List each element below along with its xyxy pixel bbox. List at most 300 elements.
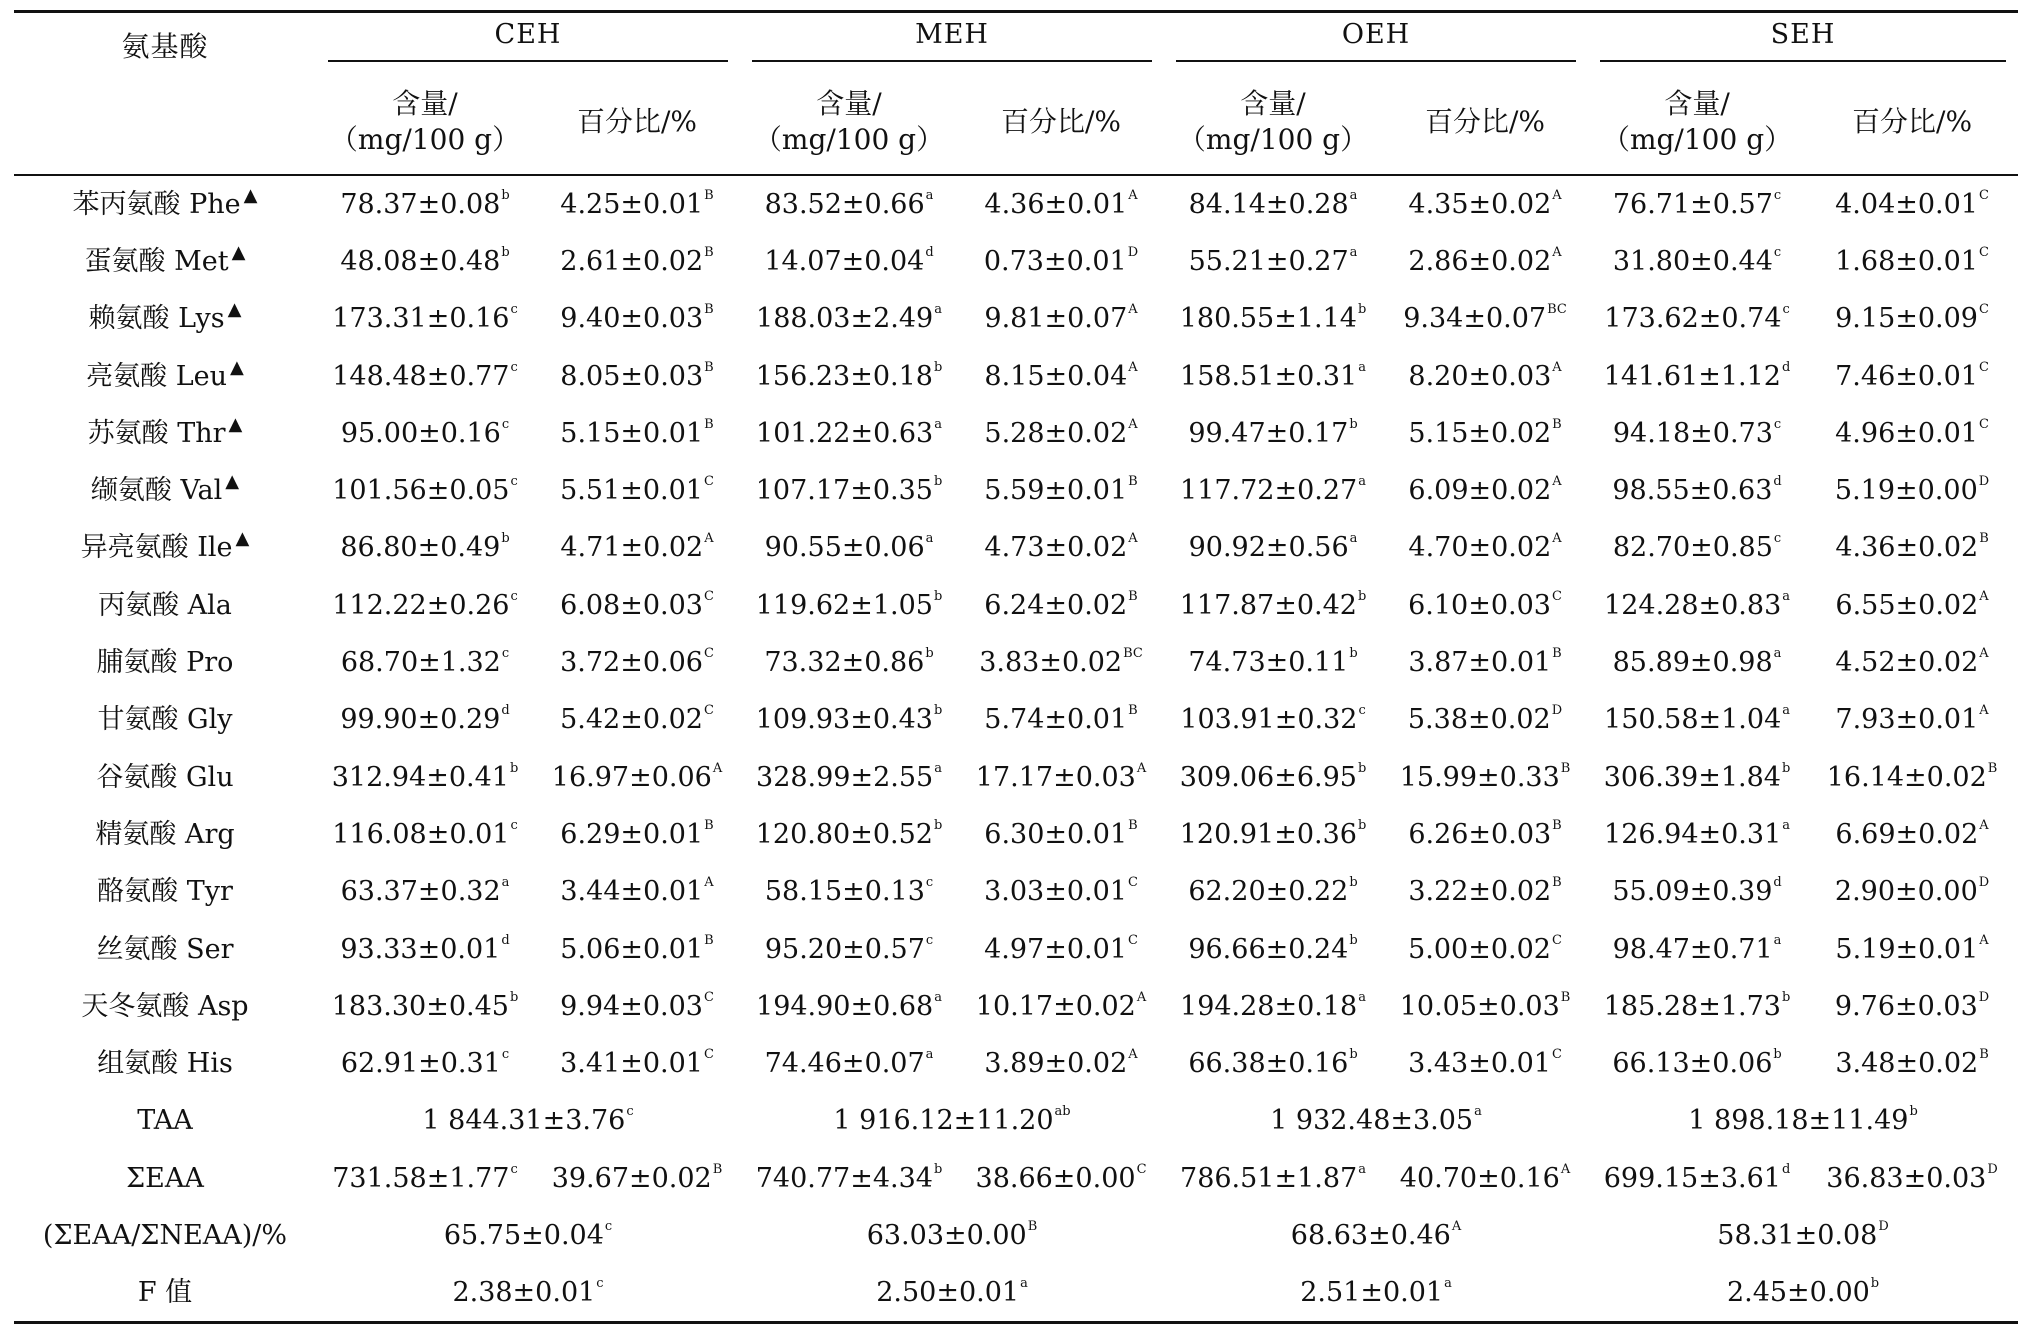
amino-acid-name: 丙氨酸 Ala [98, 589, 232, 621]
group-header-ceh: CEH [316, 12, 740, 70]
significance-letter: c [596, 1276, 604, 1292]
content-cell-seh: 55.09±0.39$^d$ [1612, 875, 1782, 908]
content-cell-ceh: 112.22±0.26$^c$ [332, 588, 518, 621]
percent-cell-seh: $4.96\pm 0.01^C$ [1835, 416, 1989, 449]
significance-letter: b [933, 817, 943, 833]
summary-row [14, 1207, 2018, 1264]
significance-letter: C [1551, 588, 1562, 604]
significance-letter: B [1552, 416, 1562, 432]
content-cell-oeh: 96.66±0.24$^b$ [1188, 932, 1358, 965]
content-cell-seh: 124.28±0.83$^a$ [1604, 588, 1791, 621]
significance-letter: a [925, 531, 934, 547]
summary-cell-ceh: 65.75±0.04$^c$ [443, 1218, 613, 1251]
significance-letter: A [1136, 989, 1147, 1005]
significance-letter: A [704, 875, 714, 891]
table-row [14, 691, 2018, 748]
significance-letter: C [1127, 932, 1138, 948]
table-row [14, 863, 2018, 920]
significance-letter: A [1552, 474, 1562, 490]
significance-letter: b [1357, 302, 1367, 318]
percent-cell-meh: $4.36\pm 0.01^A$ [984, 187, 1138, 220]
significance-letter: C [1551, 1047, 1562, 1063]
content-cell-ceh: 68.70±1.32$^c$ [340, 646, 510, 679]
content-header: 含量/ （mg/100 g） [316, 70, 534, 175]
significance-letter: C [1127, 875, 1138, 891]
significance-letter: A [1560, 1161, 1571, 1177]
significance-letter: A [1979, 646, 1989, 662]
percent-cell-ceh: $3.44\pm 0.01^A$ [560, 875, 714, 908]
significance-letter: D [1978, 474, 1990, 490]
content-header: 含量/ （mg/100 g） [740, 70, 958, 175]
content-cell-oeh: 62.20±0.22$^b$ [1188, 875, 1358, 908]
significance-letter: A [1128, 531, 1138, 547]
percent-cell-ceh: $9.94\pm 0.03^C$ [560, 989, 714, 1022]
percent-cell-ceh: $16.97\pm 0.06^A$ [551, 760, 723, 793]
essential-marker: ▲ [243, 184, 258, 206]
header-row-groups [14, 12, 2018, 70]
significance-letter: C [703, 474, 714, 490]
table-body [14, 175, 2018, 1323]
significance-letter: A [1979, 588, 1989, 604]
significance-letter: B [1560, 760, 1571, 776]
significance-letter: c [510, 1161, 518, 1177]
significance-letter: C [1978, 302, 1989, 318]
significance-letter: c [510, 817, 518, 833]
significance-letter: d [1781, 359, 1791, 375]
percent-cell-seh: $6.69\pm 0.02^A$ [1835, 817, 1989, 850]
percent-cell-oeh: $6.09\pm 0.02^A$ [1408, 474, 1562, 507]
content-cell-oeh: 103.91±0.32$^c$ [1180, 703, 1366, 736]
content-cell-ceh: 101.56±0.05$^c$ [332, 474, 518, 507]
significance-letter: c [1773, 416, 1782, 432]
significance-letter: c [604, 1218, 613, 1234]
table-row [14, 347, 2018, 404]
significance-letter: b [509, 989, 519, 1005]
content-cell-ceh: 95.00±0.16$^c$ [340, 416, 510, 449]
significance-letter: b [933, 474, 943, 490]
significance-letter: B [1987, 760, 1998, 776]
significance-letter: B [704, 244, 714, 260]
significance-letter: a [1349, 531, 1358, 547]
significance-letter: D [1551, 703, 1563, 719]
amino-acid-name: 异亮氨酸 Ile ▲ [80, 528, 250, 564]
significance-letter: B [704, 932, 714, 948]
significance-letter: C [1978, 416, 1989, 432]
significance-letter: b [933, 588, 943, 604]
summary-label: (ΣEAA/ΣNEAA)/% [42, 1219, 288, 1251]
significance-letter: B [1979, 1047, 1989, 1063]
significance-letter: B [704, 817, 714, 833]
content-cell-seh: 85.89±0.98$^a$ [1612, 646, 1782, 679]
significance-letter: c [501, 416, 510, 432]
content-cell-seh: 126.94±0.31$^a$ [1604, 817, 1791, 850]
content-cell-oeh: 786.51±1.87$^a$ [1180, 1161, 1366, 1194]
significance-letter: a [1358, 474, 1366, 490]
significance-letter: b [1357, 817, 1367, 833]
content-cell-oeh: 74.73±0.11$^b$ [1188, 646, 1358, 679]
summary-cell-oeh: 2.51±0.01$^a$ [1164, 1264, 1588, 1323]
percent-cell-seh: $5.19\pm 0.01^A$ [1835, 932, 1989, 965]
significance-letter: D [1878, 1218, 1889, 1234]
significance-letter: A [1552, 359, 1562, 375]
content-cell-meh: 95.20±0.57$^c$ [764, 932, 934, 965]
percent-cell-ceh: $4.71\pm 0.02^A$ [560, 531, 714, 564]
percent-cell-oeh: $40.70\pm 0.16^A$ [1399, 1161, 1571, 1194]
percent-cell-ceh: $2.61\pm 0.02^B$ [560, 244, 714, 277]
table-row [14, 577, 2018, 634]
percent-cell-seh: $7.46\pm 0.01^C$ [1835, 359, 1989, 392]
content-cell-seh: 699.15±3.61$^d$ [1603, 1161, 1791, 1194]
percent-cell-oeh: $10.05\pm 0.03^B$ [1399, 989, 1571, 1022]
significance-letter: a [934, 302, 942, 318]
significance-letter: A [1128, 416, 1138, 432]
table-row [14, 806, 2018, 863]
significance-letter: b [1909, 1104, 1918, 1120]
table-row [14, 1035, 2018, 1092]
content-cell-oeh: 180.55±1.14$^b$ [1179, 302, 1367, 335]
percent-cell-ceh: $39.67\pm 0.02^B$ [551, 1161, 723, 1194]
content-cell-ceh: 86.80±0.49$^b$ [340, 531, 510, 564]
amino-acid-name: 甘氨酸 Gly [97, 704, 233, 736]
significance-letter: c [626, 1104, 634, 1120]
summary-cell-oeh: $68.63\pm 0.46^A$ [1290, 1218, 1462, 1251]
significance-letter: a [501, 875, 510, 891]
content-cell-ceh: 78.37±0.08$^b$ [340, 187, 510, 220]
amino-acid-name: 丝氨酸 Ser [96, 933, 234, 965]
significance-letter: D [1978, 989, 1990, 1005]
significance-letter: a [934, 760, 942, 776]
significance-letter: c [1782, 302, 1790, 318]
significance-letter: a [1358, 359, 1366, 375]
content-cell-ceh: 99.90±0.29$^d$ [340, 703, 510, 736]
table-row [14, 233, 2018, 290]
content-cell-meh: 119.62±1.05$^b$ [755, 588, 943, 621]
content-cell-ceh: 148.48±0.77$^c$ [332, 359, 518, 392]
significance-letter: a [1773, 646, 1782, 662]
significance-letter: B [1979, 531, 1989, 547]
percent-cell-oeh: $2.86\pm 0.02^A$ [1408, 244, 1562, 277]
percent-header: 百分比/% [1806, 70, 2018, 175]
percent-cell-seh: $7.93\pm 0.01^A$ [1835, 703, 1989, 736]
content-cell-ceh: 93.33±0.01$^d$ [340, 932, 510, 965]
significance-letter: a [1782, 703, 1791, 719]
content-cell-seh: 66.13±0.06$^b$ [1612, 1047, 1782, 1080]
content-cell-oeh: 99.47±0.17$^b$ [1188, 416, 1358, 449]
percent-cell-ceh: $3.72\pm 0.06^C$ [560, 646, 714, 679]
content-cell-meh: 73.32±0.86$^b$ [764, 646, 934, 679]
significance-letter: C [703, 703, 714, 719]
significance-letter: b [1349, 646, 1358, 662]
significance-letter: C [703, 989, 714, 1005]
summary-cell-meh: 2.50±0.01$^a$ [740, 1264, 1164, 1323]
amino-acid-name: 谷氨酸 Glu [96, 761, 234, 793]
significance-letter: b [1870, 1276, 1880, 1292]
percent-cell-seh: $1.68\pm 0.01^C$ [1835, 244, 1989, 277]
content-cell-oeh: 158.51±0.31$^a$ [1180, 359, 1366, 392]
table-row [14, 175, 2018, 233]
content-cell-meh: 107.17±0.35$^b$ [755, 474, 943, 507]
significance-letter: A [1136, 760, 1147, 776]
significance-letter: B [704, 302, 714, 318]
significance-letter: C [1551, 932, 1562, 948]
percent-cell-oeh: $9.34\pm 0.07^{BC}$ [1403, 302, 1567, 335]
percent-cell-meh: $6.30\pm 0.01^B$ [984, 817, 1138, 850]
significance-letter: C [1978, 244, 1989, 260]
percent-cell-oeh: $5.00\pm 0.02^C$ [1408, 932, 1562, 965]
significance-letter: c [501, 646, 510, 662]
significance-letter: A [712, 760, 723, 776]
content-cell-meh: 101.22±0.63$^a$ [756, 416, 942, 449]
summary-cell-meh: 1 916.12±11.20$^{ab}$ [833, 1104, 1071, 1137]
significance-letter: b [1349, 875, 1358, 891]
summary-cell-seh: $58.31\pm 0.08^D$ [1717, 1218, 1889, 1251]
content-cell-oeh: 90.92±0.56$^a$ [1188, 531, 1358, 564]
significance-letter: c [1358, 703, 1366, 719]
percent-cell-ceh: $3.41\pm 0.01^C$ [560, 1047, 714, 1080]
summary-row [14, 1092, 2018, 1149]
percent-cell-ceh: $5.51\pm 0.01^C$ [560, 474, 714, 507]
significance-letter: c [510, 302, 518, 318]
content-cell-oeh: 194.28±0.18$^a$ [1180, 989, 1366, 1022]
essential-marker: ▲ [235, 528, 250, 550]
content-cell-ceh: 116.08±0.01$^c$ [332, 817, 518, 850]
significance-letter: A [1552, 531, 1562, 547]
significance-letter: A [1128, 302, 1138, 318]
significance-letter: B [1552, 646, 1562, 662]
percent-cell-meh: $5.28\pm 0.02^A$ [984, 416, 1138, 449]
significance-letter: A [1128, 359, 1138, 375]
table-row [14, 290, 2018, 347]
percent-cell-meh: $0.73\pm 0.01^D$ [983, 244, 1139, 277]
summary-cell-seh: 1 898.18±11.49$^b$ [1688, 1104, 1918, 1137]
significance-letter: c [1773, 244, 1782, 260]
amino-acid-name: 组氨酸 His [97, 1048, 233, 1080]
summary-row [14, 1150, 2018, 1207]
percent-cell-oeh: $15.99\pm 0.33^B$ [1399, 760, 1571, 793]
significance-letter: C [1978, 187, 1989, 203]
significance-letter: A [1979, 703, 1989, 719]
table-row [14, 634, 2018, 691]
amino-acid-name: 苯丙氨酸 Phe ▲ [72, 184, 258, 220]
significance-letter: b [1349, 932, 1358, 948]
percent-cell-meh: $4.73\pm 0.02^A$ [984, 531, 1138, 564]
significance-letter: B [1552, 817, 1562, 833]
percent-cell-seh: $4.04\pm 0.01^C$ [1835, 187, 1989, 220]
content-cell-meh: 120.80±0.52$^b$ [755, 817, 943, 850]
significance-letter: d [1781, 1161, 1791, 1177]
content-cell-meh: 188.03±2.49$^a$ [756, 302, 942, 335]
significance-letter: a [1358, 1161, 1366, 1177]
content-cell-meh: 194.90±0.68$^a$ [756, 989, 942, 1022]
percent-cell-meh: $9.81\pm 0.07^A$ [984, 302, 1138, 335]
significance-letter: b [1349, 1047, 1358, 1063]
percent-cell-oeh: $5.15\pm 0.02^B$ [1408, 416, 1562, 449]
significance-letter: A [1552, 244, 1562, 260]
significance-letter: b [1357, 760, 1367, 776]
percent-header: 百分比/% [534, 70, 740, 175]
significance-letter: B [1560, 989, 1571, 1005]
significance-letter: a [1444, 1276, 1452, 1292]
significance-letter: d [1773, 474, 1782, 490]
content-cell-ceh: 731.58±1.77$^c$ [332, 1161, 518, 1194]
significance-letter: a [1349, 187, 1358, 203]
content-cell-meh: 83.52±0.66$^a$ [764, 187, 934, 220]
significance-letter: b [933, 703, 943, 719]
significance-letter: B [704, 416, 714, 432]
significance-letter: a [934, 989, 942, 1005]
significance-letter: b [933, 1161, 943, 1177]
content-cell-meh: 109.93±0.43$^b$ [755, 703, 943, 736]
significance-letter: C [1978, 359, 1989, 375]
significance-letter: C [703, 1047, 714, 1063]
summary-label: F 值 [14, 1264, 316, 1323]
percent-cell-oeh: $8.20\pm 0.03^A$ [1408, 359, 1562, 392]
percent-cell-meh: $10.17\pm 0.02^A$ [975, 989, 1147, 1022]
content-cell-seh: 94.18±0.73$^c$ [1612, 416, 1782, 449]
percent-cell-seh: $9.15\pm 0.09^C$ [1835, 302, 1989, 335]
summary-cell-ceh: 1 844.31±3.76$^c$ [422, 1104, 634, 1137]
content-cell-meh: 58.15±0.13$^c$ [764, 875, 934, 908]
content-cell-meh: 14.07±0.04$^d$ [764, 244, 934, 277]
significance-letter: c [925, 875, 934, 891]
content-cell-seh: 31.80±0.44$^c$ [1612, 244, 1782, 277]
significance-letter: ab [1054, 1104, 1071, 1120]
percent-cell-ceh: $9.40\pm 0.03^B$ [560, 302, 714, 335]
amino-acid-name: 精氨酸 Arg [95, 818, 235, 850]
content-cell-seh: 173.62±0.74$^c$ [1604, 302, 1790, 335]
percent-cell-ceh: $4.25\pm 0.01^B$ [560, 187, 714, 220]
significance-letter: B [1128, 474, 1138, 490]
significance-letter: c [510, 588, 518, 604]
percent-cell-meh: $5.74\pm 0.01^B$ [984, 703, 1138, 736]
amino-acid-name: 酪氨酸 Tyr [97, 876, 233, 908]
content-cell-seh: 98.47±0.71$^a$ [1612, 932, 1782, 965]
significance-letter: c [510, 474, 518, 490]
group-header-meh: MEH [740, 12, 1164, 70]
summary-cell-oeh: 1 932.48±3.05$^a$ [1270, 1104, 1482, 1137]
summary-cell-ceh: 2.38±0.01$^c$ [316, 1264, 740, 1323]
percent-cell-oeh: $3.43\pm 0.01^C$ [1408, 1047, 1562, 1080]
summary-cell-seh: 2.45±0.00$^b$ [1588, 1264, 2018, 1323]
percent-cell-seh: $2.90\pm 0.00^D$ [1834, 875, 1990, 908]
percent-cell-seh: $4.36\pm 0.02^B$ [1835, 531, 1989, 564]
significance-letter: C [703, 588, 714, 604]
significance-letter: B [712, 1161, 723, 1177]
significance-letter: A [704, 531, 714, 547]
content-cell-seh: 150.58±1.04$^a$ [1604, 703, 1791, 736]
content-cell-ceh: 62.91±0.31$^c$ [340, 1047, 510, 1080]
significance-letter: A [1128, 1047, 1138, 1063]
amino-acid-name: 亮氨酸 Leu ▲ [86, 356, 244, 392]
percent-cell-ceh: $6.08\pm 0.03^C$ [560, 588, 714, 621]
significance-letter: D [1978, 875, 1990, 891]
group-header-oeh: OEH [1164, 12, 1588, 70]
significance-letter: C [703, 646, 714, 662]
significance-letter: b [1773, 1047, 1782, 1063]
significance-letter: b [933, 359, 943, 375]
percent-cell-ceh: $6.29\pm 0.01^B$ [560, 817, 714, 850]
amino-acid-name: 缬氨酸 Val ▲ [90, 471, 240, 507]
significance-letter: B [704, 359, 714, 375]
percent-cell-seh: $9.76\pm 0.03^D$ [1834, 989, 1990, 1022]
significance-letter: a [934, 416, 942, 432]
amino-acid-header: 氨基酸 [14, 12, 316, 175]
percent-cell-oeh: $5.38\pm 0.02^D$ [1407, 703, 1563, 736]
percent-cell-ceh: $8.05\pm 0.03^B$ [560, 359, 714, 392]
significance-letter: A [1979, 932, 1989, 948]
content-cell-oeh: 117.72±0.27$^a$ [1180, 474, 1366, 507]
content-cell-seh: 98.55±0.63$^d$ [1612, 474, 1782, 507]
percent-cell-meh: $3.03\pm 0.01^C$ [984, 875, 1138, 908]
percent-cell-meh: $3.83\pm 0.02^{BC}$ [979, 646, 1143, 679]
summary-row [14, 1264, 2018, 1323]
significance-letter: B [1128, 703, 1138, 719]
significance-letter: B [704, 187, 714, 203]
essential-marker: ▲ [228, 413, 243, 435]
percent-cell-oeh: $3.87\pm 0.01^B$ [1408, 646, 1562, 679]
significance-letter: b [501, 531, 510, 547]
content-cell-oeh: 55.21±0.27$^a$ [1188, 244, 1358, 277]
significance-letter: d [1773, 875, 1782, 891]
table-row [14, 519, 2018, 576]
significance-letter: A [1979, 817, 1989, 833]
content-cell-ceh: 183.30±0.45$^b$ [331, 989, 519, 1022]
content-cell-ceh: 312.94±0.41$^b$ [331, 760, 519, 793]
amino-acid-name: 脯氨酸 Pro [96, 647, 234, 679]
amino-acid-name: 苏氨酸 Thr ▲ [87, 413, 243, 449]
essential-marker: ▲ [230, 356, 244, 378]
essential-marker: ▲ [225, 471, 240, 493]
percent-cell-ceh: $5.42\pm 0.02^C$ [560, 703, 714, 736]
percent-cell-ceh: $5.15\pm 0.01^B$ [560, 416, 714, 449]
percent-header: 百分比/% [1382, 70, 1588, 175]
content-cell-seh: 141.61±1.12$^d$ [1603, 359, 1791, 392]
significance-letter: D [1987, 1161, 1998, 1177]
significance-letter: b [1357, 588, 1367, 604]
significance-letter: d [925, 244, 934, 260]
percent-cell-seh: $4.52\pm 0.02^A$ [1835, 646, 1989, 679]
percent-cell-oeh: $4.70\pm 0.02^A$ [1408, 531, 1562, 564]
significance-letter: d [501, 703, 510, 719]
significance-letter: b [501, 187, 510, 203]
content-cell-seh: 82.70±0.85$^c$ [1612, 531, 1782, 564]
percent-cell-meh: $17.17\pm 0.03^A$ [975, 760, 1147, 793]
content-cell-seh: 185.28±1.73$^b$ [1603, 989, 1791, 1022]
percent-cell-oeh: $4.35\pm 0.02^A$ [1408, 187, 1562, 220]
content-header: 含量/ （mg/100 g） [1588, 70, 1806, 175]
significance-letter: b [1781, 760, 1791, 776]
significance-letter: B [1128, 817, 1138, 833]
group-header-seh: SEH [1588, 12, 2018, 70]
content-cell-meh: 90.55±0.06$^a$ [764, 531, 934, 564]
percent-cell-seh: $36.83\pm 0.03^D$ [1826, 1161, 1998, 1194]
amino-acid-table [14, 10, 2018, 1324]
summary-label: ΣEAA [126, 1162, 204, 1194]
percent-cell-oeh: $6.10\pm 0.03^C$ [1408, 588, 1562, 621]
amino-acid-name: 天冬氨酸 Asp [81, 990, 249, 1022]
content-cell-seh: 76.71±0.57$^c$ [1612, 187, 1782, 220]
table-row [14, 920, 2018, 977]
significance-letter: B [1027, 1218, 1038, 1234]
amino-acid-name: 赖氨酸 Lys ▲ [88, 299, 242, 335]
significance-letter: a [1358, 989, 1366, 1005]
percent-cell-oeh: $6.26\pm 0.03^B$ [1408, 817, 1562, 850]
percent-cell-meh: $8.15\pm 0.04^A$ [984, 359, 1138, 392]
significance-letter: b [925, 646, 934, 662]
percent-cell-meh: $5.59\pm 0.01^B$ [984, 474, 1138, 507]
table-row [14, 748, 2018, 805]
essential-marker: ▲ [227, 299, 242, 321]
